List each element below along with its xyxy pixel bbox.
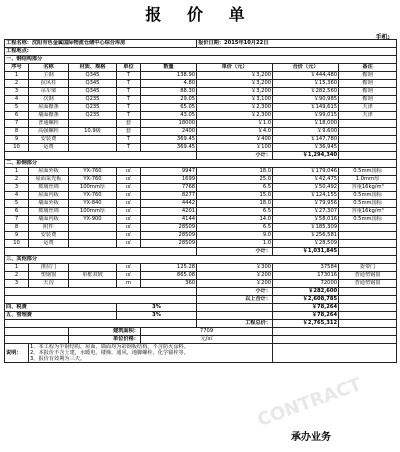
color-cell: 4	[5, 192, 29, 200]
other-cell: 360	[141, 280, 197, 288]
color-cell: ￥124,155	[273, 192, 339, 200]
color-cell: 墙面外板	[29, 200, 69, 208]
color-cell: 1699	[141, 176, 197, 184]
steel-cell: ￥3,200	[197, 80, 273, 88]
color-cell: YX-760	[69, 168, 117, 176]
steel-rows	[5, 72, 397, 152]
steel-cell	[69, 144, 117, 152]
steel-cell	[339, 136, 397, 144]
other-cell: ￥200	[197, 280, 273, 288]
color-row	[5, 216, 397, 224]
agent-cell	[273, 344, 397, 363]
other-cell: ￥200	[197, 272, 273, 280]
steel-cell: ￥15,360	[273, 80, 339, 88]
steel-cell: 1	[5, 72, 29, 80]
other-cell	[69, 264, 117, 272]
color-cell: ￥50,492	[273, 184, 339, 192]
color-cell: 9.0	[197, 232, 273, 240]
color-cell: 1.0mm厚	[339, 176, 397, 184]
column-header: 单位	[117, 64, 141, 72]
steel-cell	[69, 120, 117, 128]
quote-table	[4, 39, 397, 363]
color-cell: 6.5	[197, 224, 273, 232]
other-cell: ㎡	[117, 272, 141, 280]
other-cell: ㎡	[117, 264, 141, 272]
steel-cell: Q235	[69, 112, 117, 120]
steel-row	[5, 80, 397, 88]
color-cell: YX-760	[69, 192, 117, 200]
other-cell: 单框双玻	[69, 272, 117, 280]
color-cell: ￥79,956	[273, 200, 339, 208]
steel-cell: 369.45	[141, 136, 197, 144]
steel-cell: 套	[117, 120, 141, 128]
steel-cell: ￥2,300	[197, 112, 273, 120]
color-cell: ㎡	[117, 184, 141, 192]
steel-cell: ￥147,780	[273, 136, 339, 144]
steel-cell: 2	[5, 80, 29, 88]
mgmt-rate: 3%	[117, 312, 197, 320]
column-header: 合价（元）	[273, 64, 339, 72]
color-cell: 8277	[141, 192, 197, 200]
other-cell: 普通塑钢窗	[339, 280, 397, 288]
column-header: 名称	[29, 64, 69, 72]
color-cell: 25.0	[197, 176, 273, 184]
steel-cell: T	[117, 88, 141, 96]
column-header: 备注	[339, 64, 397, 72]
color-cell	[69, 240, 117, 248]
color-cell: ￥58,016	[273, 216, 339, 224]
steel-cell: T	[117, 112, 141, 120]
color-cell	[69, 224, 117, 232]
notes-block	[29, 344, 273, 363]
steel-cell: 主钢	[29, 72, 69, 80]
steel-cell: ￥3,200	[197, 88, 273, 96]
color-cell: 0.5mm国标	[339, 200, 397, 208]
unit-price-value: 元/㎡	[141, 336, 273, 344]
color-row	[5, 168, 397, 176]
other-cell: 塑钢窗	[29, 272, 69, 280]
color-cell: 18.0	[197, 168, 273, 176]
steel-cell: 65.05	[141, 104, 197, 112]
steel-cell: 套	[117, 128, 141, 136]
steel-cell: ￥100	[197, 144, 273, 152]
steel-cell: Q345	[69, 72, 117, 80]
area-label: 建筑面积：	[69, 328, 141, 336]
steel-row	[5, 120, 397, 128]
other-row	[5, 280, 397, 288]
other-cell: 推拉门	[29, 264, 69, 272]
steel-cell: 运费	[29, 144, 69, 152]
steel-cell: ￥4.0	[197, 128, 273, 136]
color-subtotal: ￥1,031,845	[273, 248, 339, 256]
steel-cell: ￥2,300	[197, 104, 273, 112]
color-row	[5, 176, 397, 184]
note-2: 2、本报价不含土建，水暖电，楼梯，通风，地脚螺栓，化学锚栓等。	[30, 350, 189, 356]
other-cell: 1	[5, 264, 29, 272]
phone-label: 手机:	[375, 34, 390, 41]
color-cell	[69, 232, 117, 240]
color-cell: ㎡	[117, 208, 141, 216]
color-row	[5, 224, 397, 232]
steel-cell: ￥3,100	[197, 96, 273, 104]
color-cell: ㎡	[117, 224, 141, 232]
color-subtotal-label: 小计：	[197, 248, 273, 256]
color-row	[5, 192, 397, 200]
grand-total: ￥2,765,312	[273, 320, 339, 328]
color-cell: 7	[5, 216, 29, 224]
color-cell: ￥256,581	[273, 232, 339, 240]
color-cell: 4201	[141, 208, 197, 216]
color-cell: 28509	[141, 224, 197, 232]
steel-cell: 10	[5, 144, 29, 152]
steel-cell	[69, 136, 117, 144]
steel-cell: 4	[5, 96, 29, 104]
other-row	[5, 272, 397, 280]
steel-cell: 普通螺栓	[29, 120, 69, 128]
color-cell: 0.5mm国标	[339, 216, 397, 224]
steel-cell: ￥1.0	[197, 120, 273, 128]
color-cell: 4144	[141, 216, 197, 224]
steel-row	[5, 128, 397, 136]
mgmt-value: ￥78,264	[273, 312, 339, 320]
other-cell: 2	[5, 272, 29, 280]
color-rows	[5, 168, 397, 248]
steel-cell: 鞍钢	[339, 80, 397, 88]
color-cell: 9	[5, 232, 29, 240]
other-cell: 普通塑钢窗	[339, 272, 397, 280]
tax-rate: 3%	[117, 304, 197, 312]
site-label: 工程地点:	[5, 48, 397, 56]
color-cell: 4442	[141, 200, 197, 208]
other-rows	[5, 264, 397, 288]
steel-cell: 天津	[339, 104, 397, 112]
color-cell: 5	[5, 200, 29, 208]
section-steel: 一、钢结构部分	[5, 56, 397, 64]
color-cell: 28509	[141, 240, 197, 248]
steel-cell: ￥444,480	[273, 72, 339, 80]
document-title: 报 价 单	[145, 5, 255, 24]
steel-cell: Q345	[69, 80, 117, 88]
color-cell: 墙面内板	[29, 216, 69, 224]
column-header: 序号	[5, 64, 29, 72]
tax-value: ￥78,264	[273, 304, 339, 312]
steel-cell: ￥3,200	[197, 72, 273, 80]
color-row	[5, 184, 397, 192]
other-cell: 天沟	[29, 280, 69, 288]
color-cell: 0.5mm国标	[339, 168, 397, 176]
steel-cell: 4.80	[141, 80, 197, 88]
steel-row	[5, 104, 397, 112]
color-cell: 1	[5, 168, 29, 176]
color-cell: YX-900	[69, 216, 117, 224]
other-cell	[69, 280, 117, 288]
other-cell: 125.28	[141, 264, 197, 272]
steel-cell: 29.05	[141, 96, 197, 104]
column-header: 数量	[141, 64, 197, 72]
color-cell: ㎡	[117, 192, 141, 200]
section-mgmt: 五、管理费	[5, 312, 117, 320]
project-name: 工程名称：沈阳有色金属国际物流仓储中心综合库房	[5, 40, 197, 48]
other-subtotal-label: 小计：	[197, 288, 273, 296]
color-cell: ￥185,309	[273, 224, 339, 232]
color-cell: 7768	[141, 184, 197, 192]
other-cell: 37584	[273, 264, 339, 272]
other-cell: 3	[5, 280, 29, 288]
steel-cell: ￥149,615	[273, 104, 339, 112]
steel-cell: 3	[5, 88, 29, 96]
steel-cell: ￥90,985	[273, 96, 339, 104]
notes-label: 说明：	[5, 344, 29, 363]
color-cell	[339, 232, 397, 240]
steel-cell: ￥18,000	[273, 120, 339, 128]
steel-cell: ￥36,945	[273, 144, 339, 152]
color-cell: 3	[5, 184, 29, 192]
steel-cell: 鞍钢	[339, 72, 397, 80]
other-cell: 委带门	[339, 264, 397, 272]
steel-cell: T	[117, 136, 141, 144]
steel-cell	[339, 120, 397, 128]
steel-cell: 高强螺栓	[29, 128, 69, 136]
color-row	[5, 200, 397, 208]
steel-cell: 次钢	[29, 96, 69, 104]
steel-cell: 88.30	[141, 88, 197, 96]
steel-row	[5, 112, 397, 120]
steel-cell	[339, 128, 397, 136]
steel-row	[5, 136, 397, 144]
above-total-label: 以上合计：	[197, 296, 273, 304]
steel-cell: ￥99,015	[273, 112, 339, 120]
steel-cell: ￥282,560	[273, 88, 339, 96]
color-cell: ㎡	[117, 168, 141, 176]
steel-subtotal: ￥1,294,340	[273, 152, 339, 160]
color-cell: ￥42,475	[273, 176, 339, 184]
steel-cell: 抗风柱	[29, 80, 69, 88]
color-cell: 屋面外板	[29, 168, 69, 176]
color-row	[5, 208, 397, 216]
color-cell: 14.0	[197, 216, 273, 224]
steel-cell: 安装费	[29, 136, 69, 144]
color-cell: 6	[5, 208, 29, 216]
agent-label: 承办业务	[291, 432, 331, 443]
color-cell: 玻璃丝绵	[29, 208, 69, 216]
other-row	[5, 264, 397, 272]
other-cell: ￥300	[197, 264, 273, 272]
steel-cell: 369.45	[141, 144, 197, 152]
color-cell: 6.5	[197, 184, 273, 192]
steel-cell: ￥400	[197, 136, 273, 144]
color-cell: 1.0	[197, 240, 273, 248]
color-cell: 2	[5, 176, 29, 184]
steel-row	[5, 72, 397, 80]
area-value: 7709	[141, 328, 273, 336]
color-cell: 屋面内板	[29, 192, 69, 200]
unit-price-label: 单位价格：	[69, 336, 141, 344]
color-cell: 6.5	[197, 208, 273, 216]
color-cell: ㎡	[117, 232, 141, 240]
other-cell: 173016	[273, 272, 339, 280]
steel-cell: 6	[5, 112, 29, 120]
color-cell: 10	[5, 240, 29, 248]
other-cell: m	[117, 280, 141, 288]
steel-cell: 43.05	[141, 112, 197, 120]
other-subtotal: ￥282,600	[273, 288, 339, 296]
steel-cell: 鞍钢	[339, 88, 397, 96]
steel-cell: 墙面檩条	[29, 112, 69, 120]
color-cell: ㎡	[117, 240, 141, 248]
steel-cell: 吊车梁	[29, 88, 69, 96]
other-cell: 865.08	[141, 272, 197, 280]
color-cell: 18.0	[197, 200, 273, 208]
steel-cell: 10.9级	[69, 128, 117, 136]
color-cell	[339, 240, 397, 248]
color-cell: 容重16kg/m³	[339, 184, 397, 192]
color-cell: ￥27,307	[273, 208, 339, 216]
color-row	[5, 240, 397, 248]
color-cell: 0.5mm国标	[339, 192, 397, 200]
steel-cell: 7	[5, 120, 29, 128]
color-cell: 8	[5, 224, 29, 232]
above-total: ￥2,608,785	[273, 296, 339, 304]
color-cell: 屋面采光板	[29, 176, 69, 184]
color-cell: 安装费	[29, 232, 69, 240]
steel-cell: 9	[5, 136, 29, 144]
note-1: 1、本工程为半钢结构，屋面、墙面均为彩钢板结构，不含防火涂料。	[30, 344, 189, 350]
steel-cell: Q345	[69, 88, 117, 96]
section-tax: 四、税费	[5, 304, 117, 312]
color-cell: 9947	[141, 168, 197, 176]
steel-cell: 鞍钢	[339, 96, 397, 104]
steel-cell: ￥9,600	[273, 128, 339, 136]
column-header: 单价（元）	[197, 64, 273, 72]
column-header: 材质、规格	[69, 64, 117, 72]
grand-total-label: 工程总价：	[197, 320, 273, 328]
steel-cell: 8	[5, 128, 29, 136]
steel-cell: 2400	[141, 128, 197, 136]
color-cell: 运费	[29, 240, 69, 248]
color-cell: 28509	[141, 232, 197, 240]
steel-cell: 天津	[339, 112, 397, 120]
color-cell: YX-760	[69, 176, 117, 184]
section-color: 二、彩钢部分	[5, 160, 397, 168]
steel-cell	[339, 144, 397, 152]
quote-date: 报价日期：2015年10月22日	[197, 40, 397, 48]
steel-cell: 5	[5, 104, 29, 112]
color-cell: 玻璃丝绵	[29, 184, 69, 192]
color-cell: 100mm厚	[69, 208, 117, 216]
steel-row	[5, 88, 397, 96]
color-cell: 15.0	[197, 192, 273, 200]
color-row	[5, 232, 397, 240]
steel-row	[5, 144, 397, 152]
color-cell: 100mm厚	[69, 184, 117, 192]
color-cell: ￥28,509	[273, 240, 339, 248]
watermark: CONTRACT	[254, 373, 365, 432]
note-3: 3、报价有效期为三天。	[30, 356, 86, 362]
color-cell: 附件	[29, 224, 69, 232]
color-cell: YX-840	[69, 200, 117, 208]
color-cell: ㎡	[117, 200, 141, 208]
color-cell: ㎡	[117, 216, 141, 224]
steel-cell: Q235	[69, 96, 117, 104]
steel-cell: 18000	[141, 120, 197, 128]
steel-cell: Q235	[69, 104, 117, 112]
steel-cell: T	[117, 104, 141, 112]
color-cell: ￥179,046	[273, 168, 339, 176]
other-cell: 72000	[273, 280, 339, 288]
steel-cell: T	[117, 72, 141, 80]
steel-cell: 138.90	[141, 72, 197, 80]
steel-subtotal-label: 小计：	[197, 152, 273, 160]
steel-cell: T	[117, 144, 141, 152]
section-other: 三、其他部分	[5, 256, 397, 264]
steel-cell: T	[117, 80, 141, 88]
steel-row	[5, 96, 397, 104]
color-cell	[339, 224, 397, 232]
color-cell: 容重16kg/m³	[339, 208, 397, 216]
color-cell: ㎡	[117, 176, 141, 184]
steel-cell: T	[117, 96, 141, 104]
steel-cell: 屋面檩条	[29, 104, 69, 112]
